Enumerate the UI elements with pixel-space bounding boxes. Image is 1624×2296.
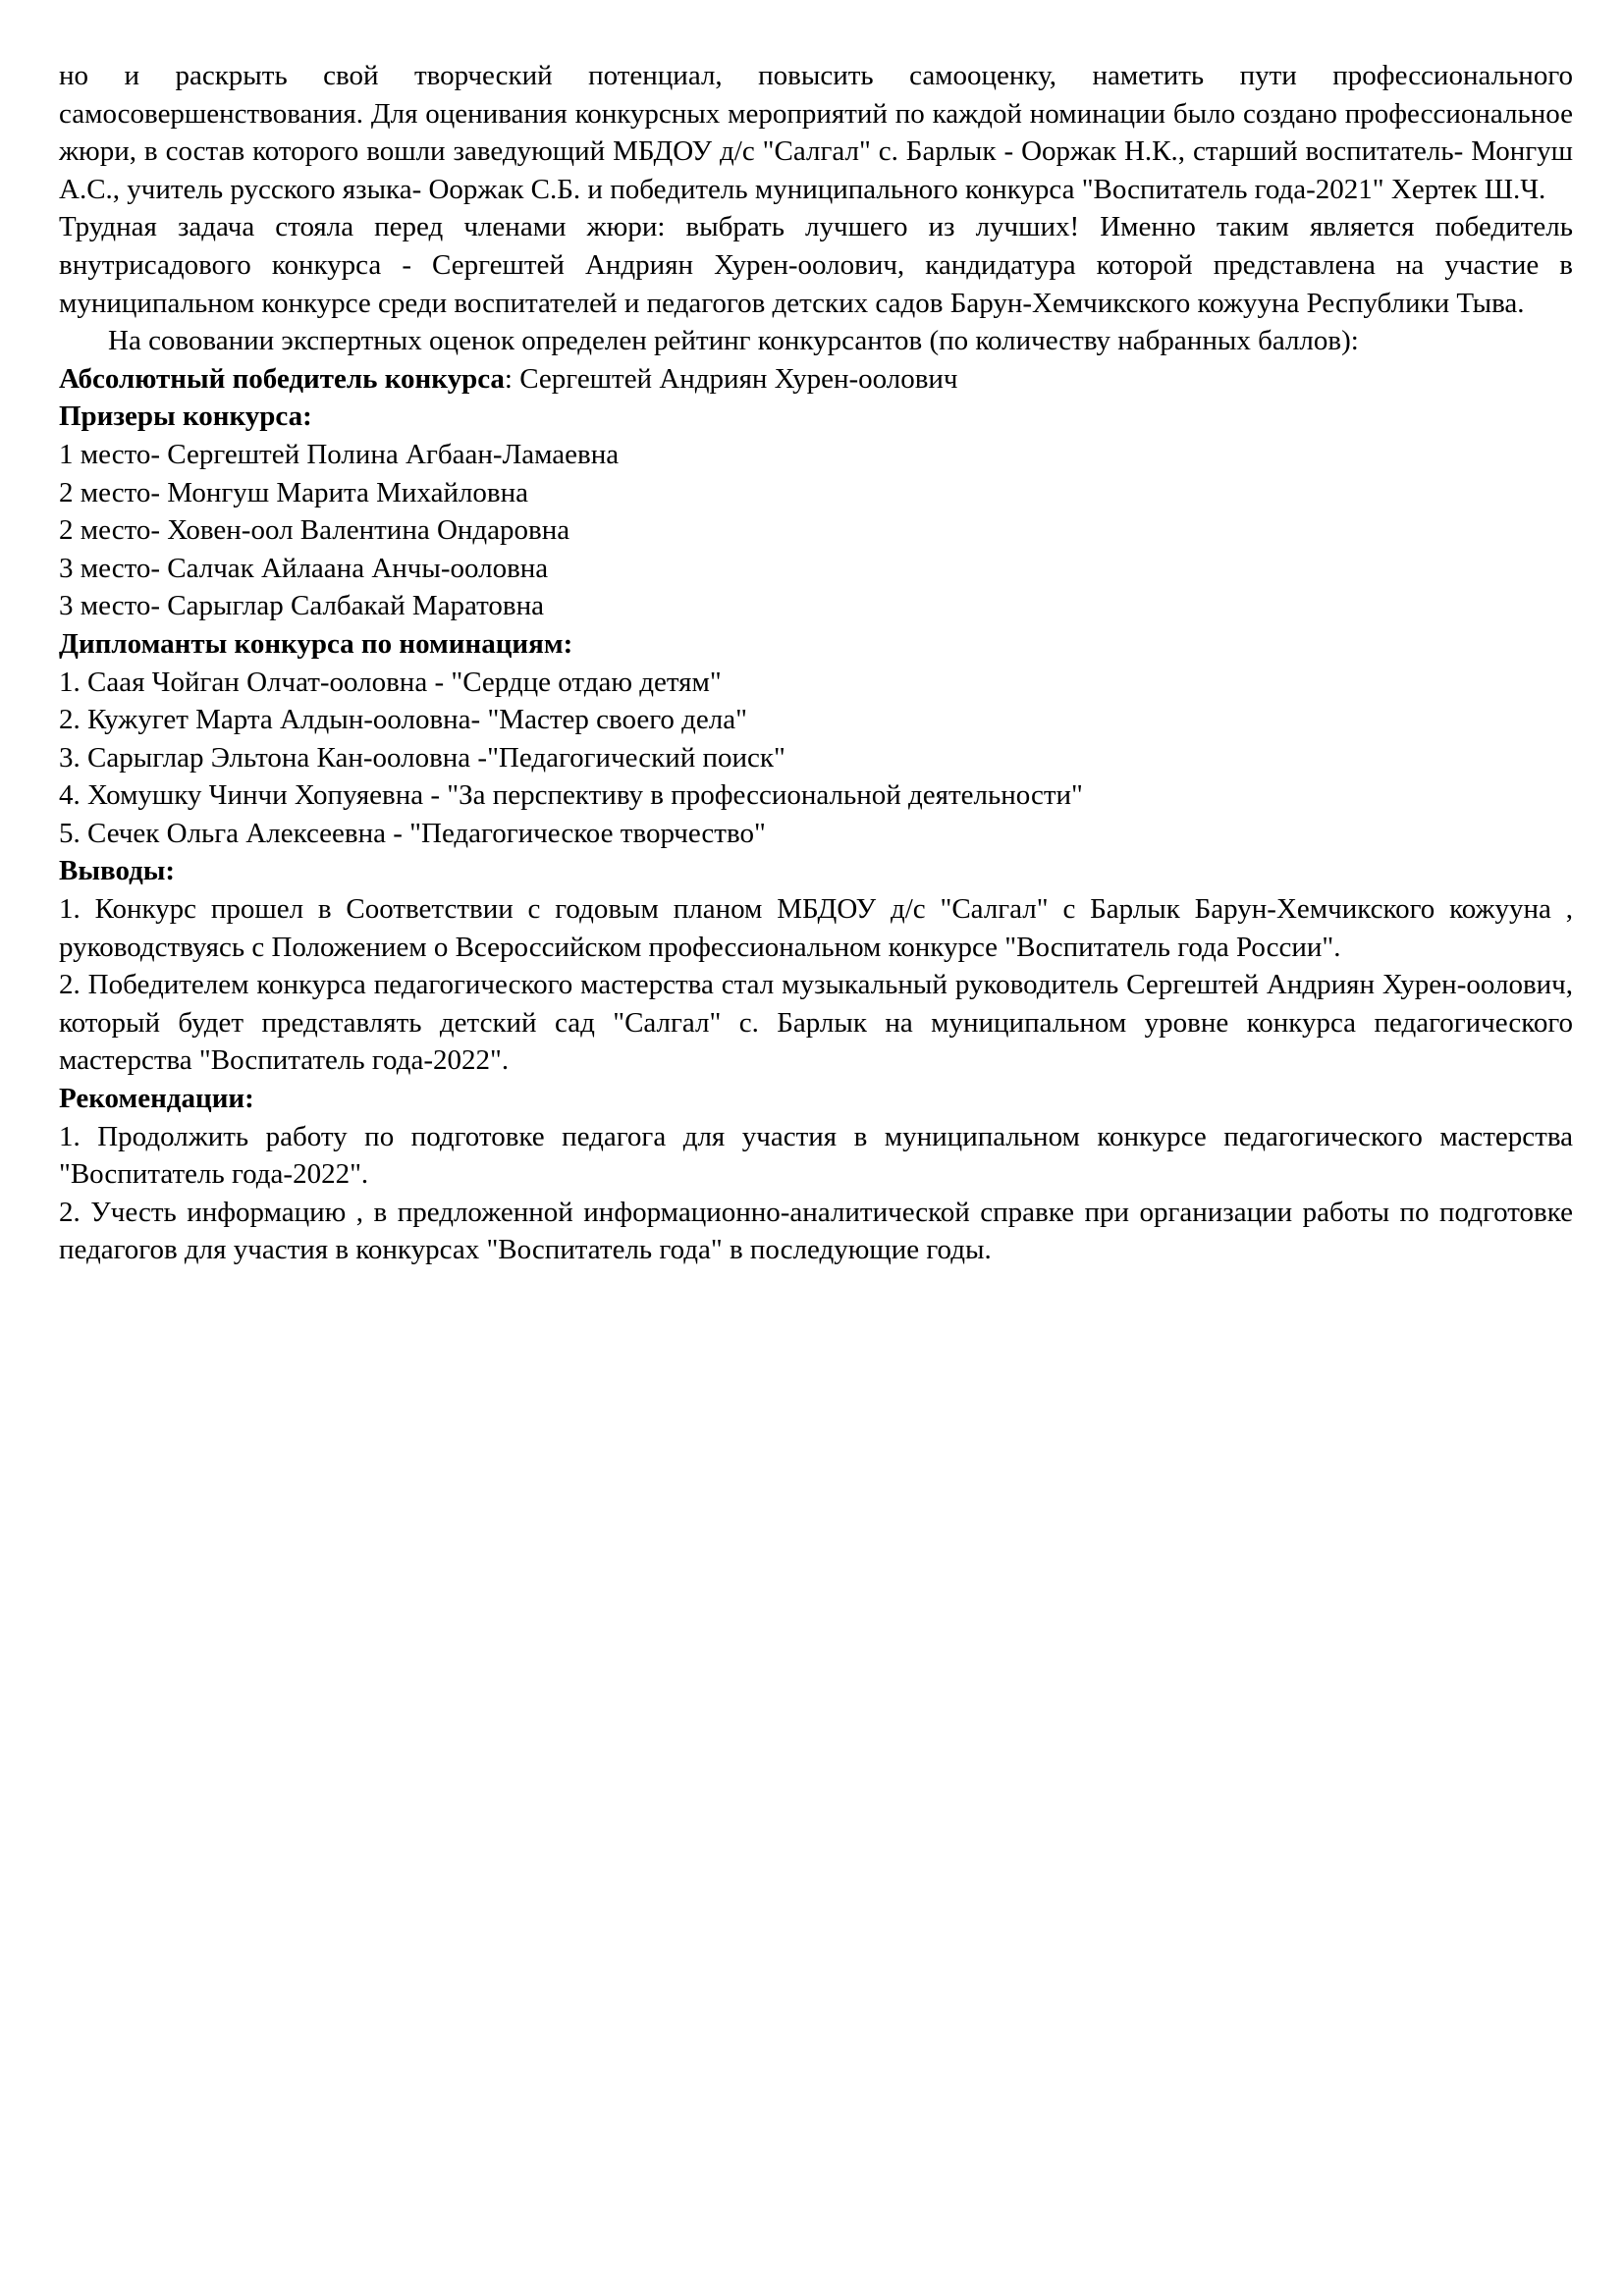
recommendations-heading: Рекомендации:	[59, 1083, 254, 1115]
absolute-winner-label: Абсолютный победитель конкурса	[59, 362, 505, 395]
diploma-winners-heading: Дипломанты конкурса по номинациям:	[59, 627, 573, 660]
list-item: 4. Хомушку Чинчи Хопуяевна - "За перспективу в профессиональной деятельности"	[59, 779, 1083, 812]
list-item: 3 место- Салчак Айлаана Анчы-ооловна	[59, 552, 549, 584]
prize-winners-heading: Призеры конкурса:	[59, 400, 312, 433]
recommendation-item: 2. Учесть информацию , в предложенной информационно-аналитической справке при организации работы по подготовке педагогов для участия в конкурсах "Воспитатель года" в последующие годы.	[59, 1196, 1573, 1266]
absolute-winner-separator: :	[504, 362, 520, 395]
document-page	[59, 57, 1573, 1269]
list-item: 2 место- Монгуш Марита Михайловна	[59, 476, 529, 508]
list-item: 1 место- Сергештей Полина Агбаан-Ламаевна	[59, 438, 620, 470]
list-item: 5. Сечек Ольга Алексеевна - "Педагогическое творчество"	[59, 817, 766, 849]
prize-winners-list	[59, 436, 1573, 625]
conclusions-heading: Выводы:	[59, 855, 176, 887]
diploma-winners-list	[59, 664, 1573, 853]
absolute-winner-name: Сергештей Андриян Хурен-оолович	[519, 362, 958, 395]
intro-paragraph-winner: Трудная задача стояла перед членами жюри: выбрать лучшего из лучших! Именно таким является победитель внутрисадового конкурса - Сергештей Андриян Хурен-оолович, кандидатура которой представлена на участие в муниципальном конкурсе среди воспитателей и педагогов детских садов Барун-Хемчикского кожууна Республики Тыва.	[59, 211, 1573, 319]
list-item: 3. Сарыглар Эльтона Кан-ооловна -"Педагогический поиск"	[59, 741, 785, 774]
conclusion-item: 2. Победителем конкурса педагогического мастерства стал музыкальный руководитель Сергештей Андриян Хурен-оолович, который будет представлять детский сад "Салгал" с. Барлык на муниципальном уровне конкурса педагогического мастерства "Воспитатель года-2022".	[59, 969, 1573, 1077]
list-item: 2. Кужугет Марта Алдын-ооловна- "Мастер своего дела"	[59, 704, 747, 736]
conclusion-item: 1. Конкурс прошел в Соответствии с годовым планом МБДОУ д/с "Салгал" с Барлык Барун-Хемчикского кожууна , руководствуясь с Положением о Всероссийском профессиональном конкурсе "Воспитатель года России".	[59, 893, 1573, 963]
list-item: 2 место- Ховен-оол Валентина Ондаровна	[59, 514, 570, 547]
list-item: 3 место- Сарыглар Салбакай Маратовна	[59, 590, 544, 622]
list-item: 1. Саая Чойган Олчат-ооловна - "Сердце отдаю детям"	[59, 666, 722, 698]
intro-paragraph-rating: На сововании экспертных оценок определен рейтинг конкурсантов (по количеству набранных баллов):	[108, 325, 1359, 357]
intro-paragraph-jury: но и раскрыть свой творческий потенциал, повысить самооценку, наметить пути профессионального самосовершенствования. Для оценивания конкурсных мероприятий по каждой номинации было создано профессиональное жюри, в состав которого вошли заведующий МБДОУ д/с "Салгал" с. Барлык - Ооржак Н.К., старший воспитатель- Монгуш А.С., учитель русского языка- Ооржак С.Б. и победитель муниципального конкурса "Воспитатель года-2021" Хертек Ш.Ч.	[59, 60, 1573, 205]
absolute-winner-line	[59, 360, 1573, 399]
recommendation-item: 1. Продолжить работу по подготовке педагога для участия в муниципальном конкурсе педагогического мастерства "Воспитатель года-2022".	[59, 1120, 1573, 1191]
